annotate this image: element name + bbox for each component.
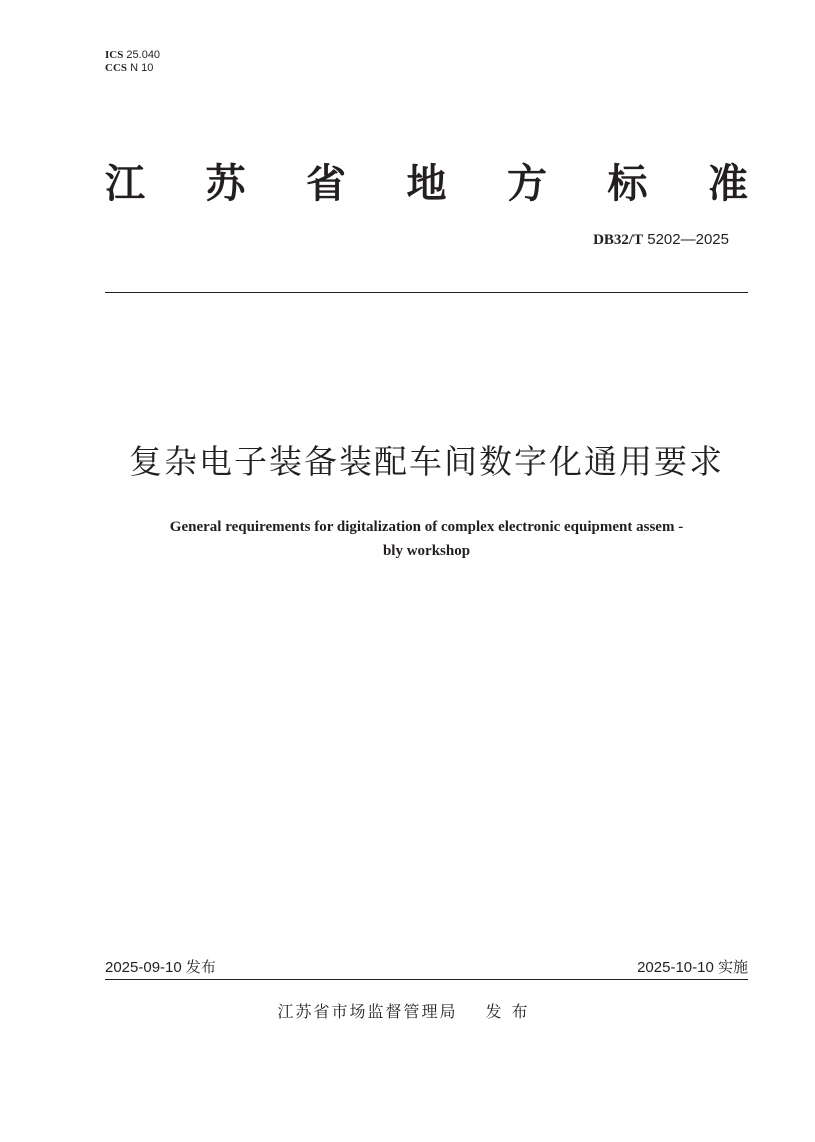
standard-year-number: 5202—2025 <box>647 231 729 248</box>
standard-type-char: 苏 <box>205 161 246 207</box>
standard-prefix: DB32/T <box>593 232 644 248</box>
implementation-date: 2025-10-10 实施 <box>637 959 748 976</box>
ics-code <box>105 49 160 62</box>
ccs-value: N 10 <box>130 62 154 74</box>
publisher-line <box>0 1001 815 1023</box>
footer-divider <box>105 979 748 980</box>
ccs-code <box>105 62 160 75</box>
english-title <box>105 515 748 563</box>
standard-type-char: 江 <box>105 161 145 207</box>
english-title-line: bly workshop <box>382 543 471 559</box>
ccs-label: CCS <box>105 62 128 74</box>
ics-label: ICS <box>105 49 124 61</box>
standard-type-char: 省 <box>306 161 346 207</box>
standard-type-heading <box>105 160 748 208</box>
english-title-line: General requirements for digitalization of complex electronic equipment assem - <box>169 519 684 535</box>
ics-value: 25.040 <box>126 49 161 61</box>
issue-date: 2025-09-10 发布 <box>105 959 216 976</box>
standard-type-char: 方 <box>507 161 547 207</box>
header-divider <box>105 292 748 293</box>
standard-type-char: 地 <box>406 161 447 207</box>
classification-codes <box>105 49 160 75</box>
publisher-name: 江苏省市场监督管理局 <box>277 1002 458 1021</box>
standard-type-char: 标 <box>607 161 648 207</box>
standard-type-char: 准 <box>708 161 748 207</box>
publish-action: 发布 <box>485 1002 538 1021</box>
chinese-title: 复杂电子装备装配车间数字化通用要求 <box>129 442 724 481</box>
standard-number <box>593 231 729 249</box>
